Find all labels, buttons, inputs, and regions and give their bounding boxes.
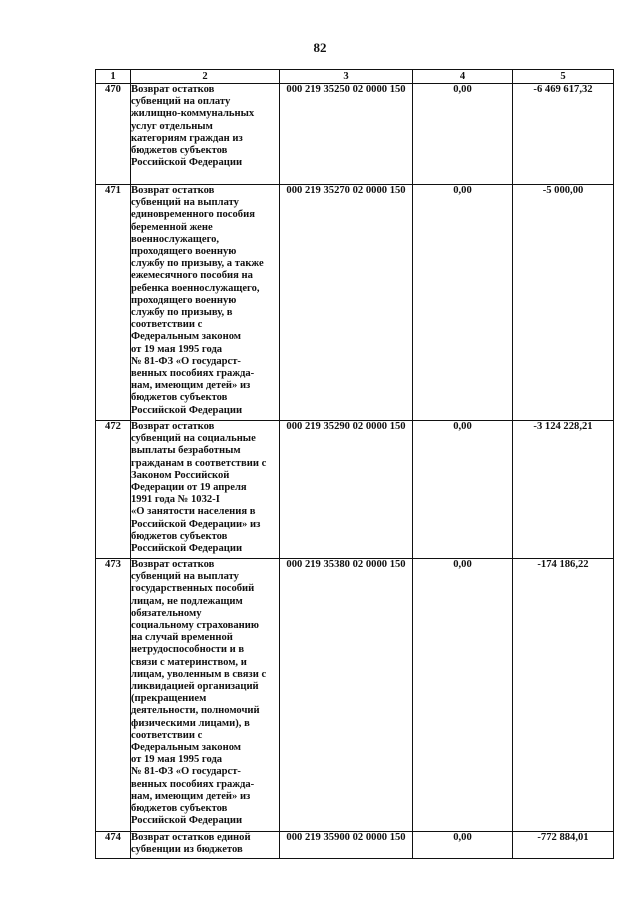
- row-value-col5: -174 186,22: [513, 559, 614, 832]
- row-value-col5: -772 884,01: [513, 832, 614, 859]
- table-row: [96, 832, 614, 859]
- budget-table: [95, 69, 614, 859]
- row-description: Возврат остатков субвенций на оплату жилищно-коммунальных услуг отдельным категориям граждан из бюджетов субъектов Российской Федерации: [131, 84, 280, 185]
- row-value-col5: -6 469 617,32: [513, 84, 614, 185]
- row-value-col4: 0,00: [413, 559, 513, 832]
- page-number: 82: [313, 40, 327, 55]
- row-description: Возврат остатков субвенций на социальные выплаты безработным гражданам в соответствии с Законом Российской Федерации от 19 апреля 1991 года № 1032-I «О занятости населения в Российской Федерации» из бюджетов субъектов Российской Федерации: [131, 421, 280, 559]
- row-value-col4: 0,00: [413, 185, 513, 421]
- row-description: Возврат остатков субвенций на выплату государственных пособий лицам, не подлежащим обязательному социальному страхованию на случай временной нетрудоспособности и в связи с материнством, и лицам, уволенным в связи с ликвидацией организаций (прекращением деятельности, полномочий физическими лицами), в соответствии с Федеральным законом от 19 мая 1995 года № 81-ФЗ «О государст- венных пособиях гражда- нам, имеющим детей» из бюджетов субъектов Российской Федерации: [131, 559, 280, 832]
- row-description: Возврат остатков единой субвенции из бюджетов: [131, 832, 280, 859]
- column-header: 4: [413, 70, 513, 84]
- row-value-col5: -3 124 228,21: [513, 421, 614, 559]
- column-header: 1: [96, 70, 131, 84]
- table-row: [96, 559, 614, 832]
- column-header: 2: [131, 70, 280, 84]
- row-code: 000 219 35900 02 0000 150: [280, 832, 413, 859]
- row-value-col4: 0,00: [413, 421, 513, 559]
- row-number: 474: [96, 832, 131, 859]
- row-description: Возврат остатков субвенций на выплату единовременного пособия беременной жене военнослужащего, проходящего военную службу по призыву, а также ежемесячного пособия на ребенка военнослужащего, проходящего военную службу по призыву, в соответствии с Федеральным законом от 19 мая 1995 года № 81-ФЗ «О государст- венных пособиях гражда- нам, имеющим детей» из бюджетов субъектов Российской Федерации: [131, 185, 280, 421]
- row-value-col5: -5 000,00: [513, 185, 614, 421]
- row-code: 000 219 35380 02 0000 150: [280, 559, 413, 832]
- row-code: 000 219 35290 02 0000 150: [280, 421, 413, 559]
- table-header-row: [96, 70, 614, 84]
- row-value-col4: 0,00: [413, 84, 513, 185]
- row-number: 473: [96, 559, 131, 832]
- row-number: 470: [96, 84, 131, 185]
- row-value-col4: 0,00: [413, 832, 513, 859]
- column-header: 5: [513, 70, 614, 84]
- table-row: [96, 185, 614, 421]
- row-number: 472: [96, 421, 131, 559]
- column-header: 3: [280, 70, 413, 84]
- table-row: [96, 84, 614, 185]
- row-number: 471: [96, 185, 131, 421]
- row-code: 000 219 35270 02 0000 150: [280, 185, 413, 421]
- row-code: 000 219 35250 02 0000 150: [280, 84, 413, 185]
- table-row: [96, 421, 614, 559]
